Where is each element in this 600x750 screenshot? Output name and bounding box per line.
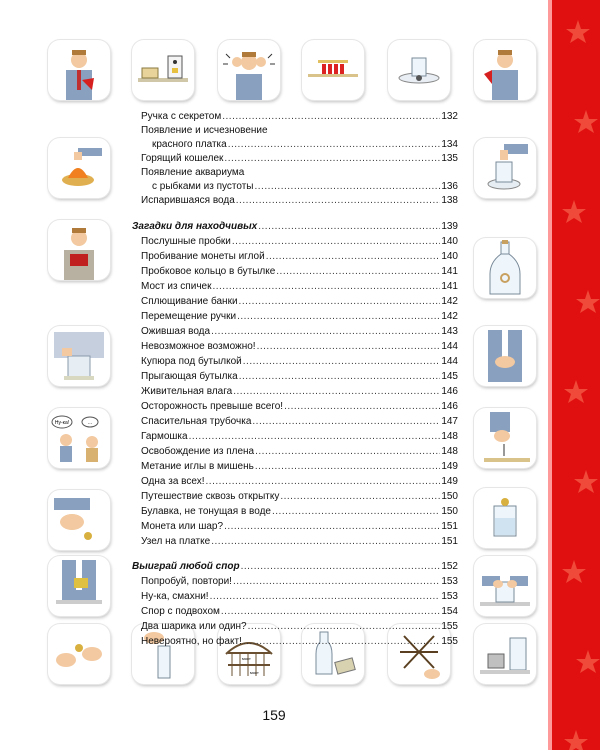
svg-text:Ну-ка!: Ну-ка! xyxy=(54,420,70,426)
toc-entry: Сплющивание банки ..... 142 xyxy=(132,295,458,308)
toc-entry: Ожившая вода ..... 143 xyxy=(132,325,458,338)
illustration-fence-bridge xyxy=(218,624,280,684)
toc-entry: Пробковое кольцо в бутылке ..... 141 xyxy=(132,265,458,278)
toc-entry: Монета или шар? ..... 151 xyxy=(132,520,458,533)
red-decorative-strip xyxy=(548,0,600,750)
svg-text:мост: мост xyxy=(242,656,251,661)
svg-text:...: ... xyxy=(87,420,93,426)
toc-entry: Пробивание монеты иглой ..... 140 xyxy=(132,250,458,263)
toc-entry: Два шарика или один? ..... 155 xyxy=(132,620,458,633)
illustration-bottle-with-hand xyxy=(132,624,194,684)
illustration-hands-with-coin xyxy=(48,624,110,684)
toc-entry: Невероятно, но факт! ..... 155 xyxy=(132,635,458,648)
svg-text:мост: мост xyxy=(250,670,259,675)
toc-entry: Путешествие сквозь открытку ..... 150 xyxy=(132,490,458,503)
illustration-glass-on-plate xyxy=(388,40,450,100)
page-number: 159 xyxy=(262,707,286,723)
illustration-matches-row xyxy=(302,40,364,100)
toc-entry: Булавка, не тонущая в воде ..... 150 xyxy=(132,505,458,518)
toc-entry: Прыгающая бутылка ..... 145 xyxy=(132,370,458,383)
toc-section-heading: Загадки для находчивых ..... 139 xyxy=(132,220,458,233)
toc-entry: Купюра под бутылкой ..... 144 xyxy=(132,355,458,368)
toc-entry: Попробуй, повтори! ..... 153 xyxy=(132,575,458,588)
illustration-glass-experiment xyxy=(474,138,536,198)
illustration-burning-wallet xyxy=(48,138,110,198)
toc-entry: Одна за всех! ..... 149 xyxy=(132,475,458,488)
toc-entry: Спор с подвохом ..... 154 xyxy=(132,605,458,618)
illustration-boxes-on-table xyxy=(132,40,194,100)
illustration-hand-throwing-needle xyxy=(474,408,536,468)
toc-entry: Освобождение из плена ..... 148 xyxy=(132,445,458,458)
illustration-bottle-on-banknote xyxy=(48,326,110,386)
toc-entry: с рыбками из пустоты ..... 136 xyxy=(132,180,458,193)
toc-section-heading: Выиграй любой спор ..... 152 xyxy=(132,560,458,573)
toc-entry: Перемещение ручки ..... 142 xyxy=(132,310,458,323)
toc-entry: Метание иглы в мишень ..... 149 xyxy=(132,460,458,473)
toc-entry-line1: Появление и исчезновение xyxy=(141,125,268,136)
toc-entry: Живительная влага ..... 146 xyxy=(132,385,458,398)
illustration-man-with-papers xyxy=(48,556,110,616)
toc-entry: Невозможное возможно! ..... 144 xyxy=(132,340,458,353)
illustration-man-with-handkerchief xyxy=(48,40,110,100)
illustration-man-with-red-cloth xyxy=(474,40,536,100)
toc-entry: Послушные пробки ..... 140 xyxy=(132,235,458,248)
illustration-bottle-and-card xyxy=(302,624,364,684)
toc-entry: Ну-ка, смахни! ..... 153 xyxy=(132,590,458,603)
toc-entry: Ручка с секретом ..... 132 xyxy=(132,110,458,123)
illustration-two-people-talking xyxy=(48,408,110,468)
illustration-hand-with-coin xyxy=(48,490,110,550)
toc-entry-line1: Появление аквариума xyxy=(141,167,245,178)
illustration-hands-stirring-cup xyxy=(474,556,536,616)
illustration-matches-puzzle xyxy=(388,624,450,684)
toc-entry: Горящий кошелек ..... 135 xyxy=(132,152,458,165)
toc-entry: Мост из спичек ..... 141 xyxy=(132,280,458,293)
toc-entry: Гармошка ..... 148 xyxy=(132,430,458,443)
toc-entry: красного платка ..... 134 xyxy=(132,138,458,151)
illustration-man-with-red-book xyxy=(48,220,110,280)
illustration-cup-and-box xyxy=(474,624,536,684)
illustration-bottle-with-cork xyxy=(474,238,536,298)
star-pattern xyxy=(548,0,600,750)
illustration-man-covering-ears xyxy=(218,40,280,100)
toc-entry: Спасительная трубочка ..... 147 xyxy=(132,415,458,428)
illustration-man-holding-object xyxy=(474,326,536,386)
toc-entry: Осторожность превыше всего! ..... 146 xyxy=(132,400,458,413)
illustration-glass-with-water xyxy=(474,488,536,548)
toc-entry: Узел на платке ..... 151 xyxy=(132,535,458,548)
toc-entry: Испарившаяся вода ..... 138 xyxy=(132,194,458,207)
